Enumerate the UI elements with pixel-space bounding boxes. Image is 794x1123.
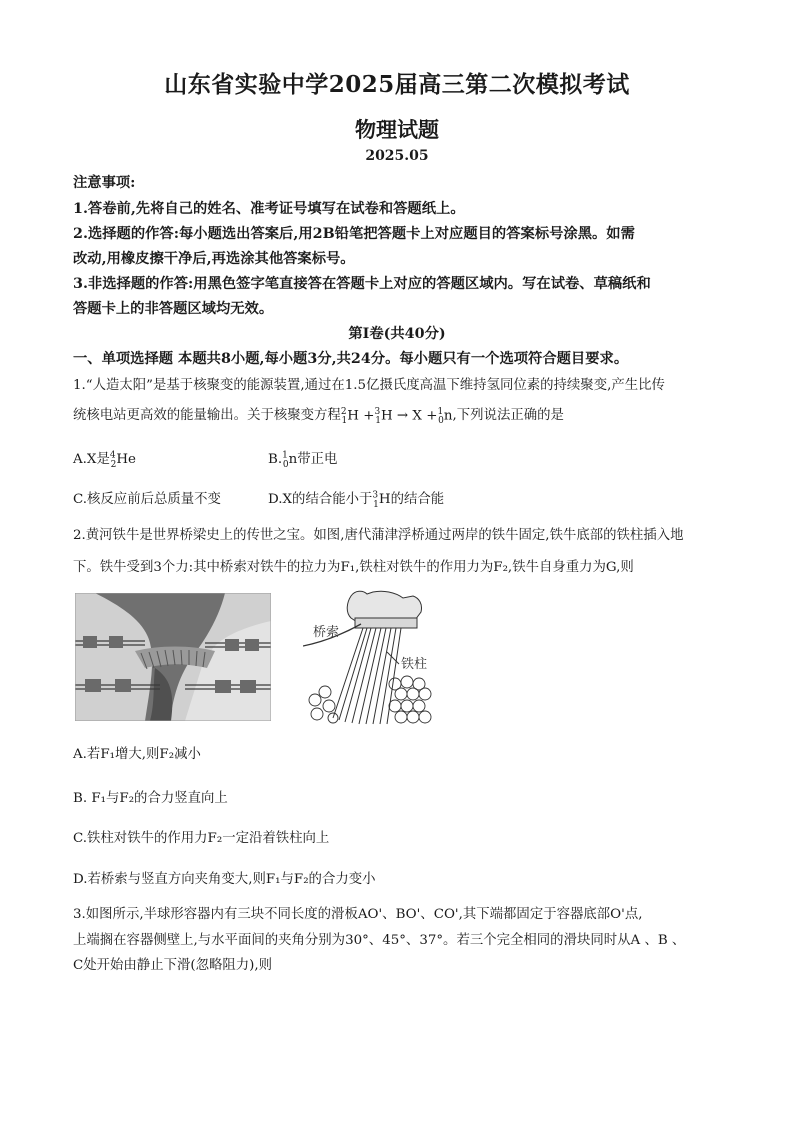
h2-symbol: H: [347, 408, 359, 423]
q2-option-a: A.若F₁增大,则F₂减小: [73, 747, 201, 762]
q1-option-b: [268, 448, 337, 470]
notice-line-3b: 答题卡上的非答题区域均无效。: [73, 301, 274, 317]
q1-b-prefix: B.: [268, 452, 283, 467]
q1-text-post: ,下列说法正确的是: [452, 408, 564, 423]
plus-2: +: [426, 408, 438, 423]
rope-label: 桥索: [313, 625, 340, 640]
q1-text-pre: 统核电站更高效的能量输出。关于核聚变方程: [73, 408, 341, 423]
h3-mass: 3: [374, 406, 381, 417]
h3-mass-d: 3: [372, 490, 379, 501]
q1-option-c: C.核反应前后总质量不变: [73, 492, 221, 507]
he-mass: 4: [109, 450, 116, 461]
h2-mass: 2: [340, 406, 347, 417]
q1-line-1: 1.“人造太阳”是基于核聚变的能源装置,通过在1.5亿摄氏度高温下维持氢同位素的持续聚变,产生比传: [73, 378, 665, 393]
he-symbol: He: [116, 452, 136, 467]
arrow: →: [396, 408, 409, 423]
notice-line-3a: 3.非选择题的作答:用黑色签字笔直接答在答题卡上对应的答题区域内。写在试卷、草稿纸和: [73, 276, 651, 292]
exam-title: 山东省实验中学2025届高三第二次模拟考试: [164, 71, 630, 98]
q1-d-suffix: 的结合能: [390, 492, 445, 507]
q1-option-d: [268, 488, 444, 510]
subject-title: 物理试题: [355, 117, 439, 142]
h3-charge-d: 1: [373, 499, 379, 510]
h3-symbol-d: H: [378, 492, 391, 507]
notice-line-2b: 改动,用橡皮擦干净后,再选涂其他答案标号。: [73, 251, 355, 267]
q3-line-3: C处开始由静止下滑(忽略阻力),则: [73, 958, 273, 973]
q1-option-a: [73, 448, 136, 470]
x-symbol: X: [412, 408, 422, 423]
n-symbol: n: [443, 408, 453, 423]
bridge-photo-figure: [75, 593, 271, 721]
pillar-label: 铁柱: [401, 657, 428, 672]
h3-charge: 1: [375, 415, 381, 426]
q2-line-1: 2.黄河铁牛是世界桥梁史上的传世之宝。如图,唐代蒲津浮桥通过两岸的铁牛固定,铁牛底部的铁柱插入地: [73, 528, 684, 543]
iron-ox-diagram: [303, 588, 435, 726]
notice-line-1: 1.答卷前,先将自己的姓名、准考证号填写在试卷和答题纸上。: [73, 201, 465, 217]
q2-line-2: 下。铁牛受到3个力:其中桥索对铁牛的拉力为F₁,铁柱对铁牛的作用力为F₂,铁牛自身重力为G,则: [73, 560, 634, 575]
notice-line-2a: 2.选择题的作答:每小题选出答案后,用2B铅笔把答题卡上对应题目的答案标号涂黑。如需: [73, 226, 635, 242]
he-charge: 2: [110, 459, 117, 470]
part1-heading: 一、单项选择题 本题共8小题,每小题3分,共24分。每小题只有一个选项符合题目要求。: [73, 351, 629, 367]
q2-option-d: D.若桥索与竖直方向夹角变大,则F₁与F₂的合力变小: [73, 872, 376, 887]
q1-a-text: A.X是: [73, 452, 110, 467]
h3-symbol: H: [380, 408, 393, 423]
q3-line-1: 3.如图所示,半球形容器内有三块不同长度的滑板AO'、BO'、CO',其下端都固定于容器底部O'点,: [73, 907, 643, 922]
notice-heading: 注意事项:: [73, 175, 136, 191]
q1-b-text: 带正电: [297, 452, 338, 467]
plus-1: +: [363, 408, 375, 423]
n-charge: 0: [438, 415, 444, 426]
q1-line-2: [73, 404, 733, 426]
n-symbol-b: n: [288, 452, 298, 467]
q3-line-2: 上端搁在容器侧壁上,与水平面间的夹角分别为30°、45°、37°。若三个完全相同的滑块同时从A 、B 、: [73, 933, 686, 948]
n-mass-b: 1: [282, 450, 288, 461]
exam-date: 2025.05: [365, 148, 429, 164]
n-mass: 1: [437, 406, 444, 417]
n-charge-b: 0: [282, 459, 289, 470]
q1-d-text: D.X的结合能小于: [268, 492, 373, 507]
q2-option-c: C.铁柱对铁牛的作用力F₂一定沿着铁柱向上: [73, 831, 330, 846]
h2-charge: 1: [341, 415, 348, 426]
equation: [341, 407, 453, 426]
volume-heading: 第Ⅰ卷(共40分): [348, 326, 446, 342]
q2-option-b: B. F₁与F₂的合力竖直向上: [73, 791, 228, 806]
